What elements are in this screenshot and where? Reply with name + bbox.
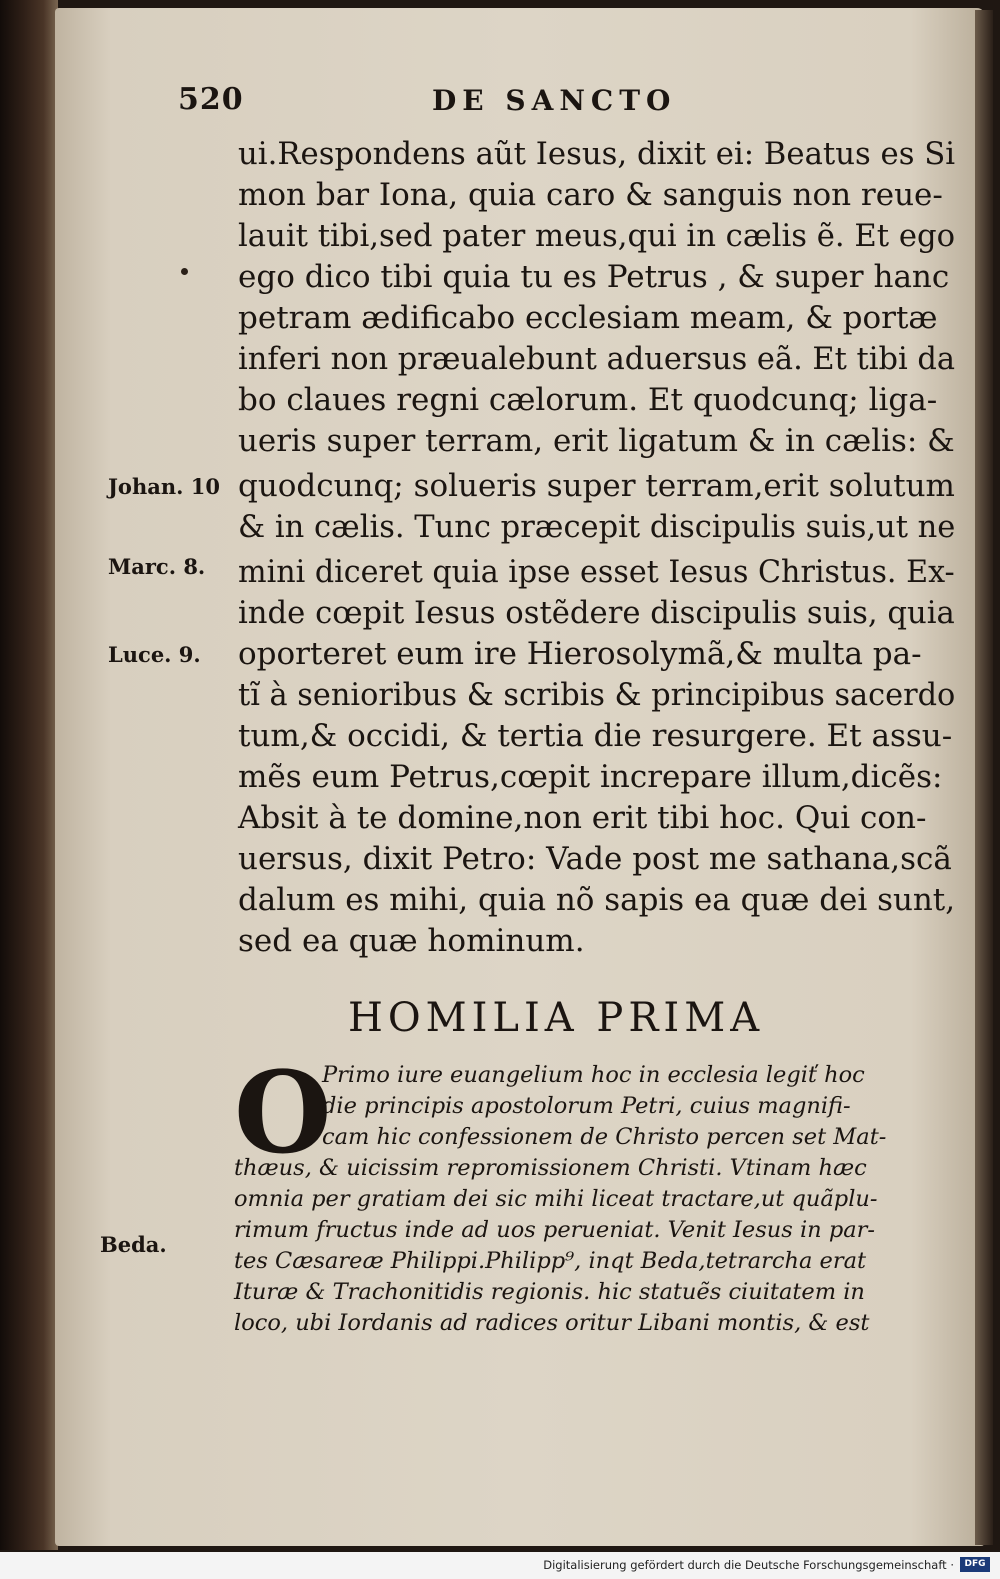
running-head: DE SANCTO <box>432 84 677 117</box>
text-line: Absit à te domine,non erit tibi hoc. Qui con- <box>238 800 927 836</box>
homily-line: omnia per gratiam dei sic mihi liceat tractare,ut quãplu- <box>234 1186 878 1212</box>
digitization-footer <box>0 1552 1000 1579</box>
page-edge <box>975 10 993 1545</box>
margin-note-beda: Beda. <box>100 1232 167 1257</box>
text-line: uersus, dixit Petro: Vade post me sathana,scã <box>238 841 952 877</box>
text-line: ego dico tibi quia tu es Petrus , & super hanc <box>238 259 950 295</box>
homily-line: loco, ubi Iordanis ad radices oritur Libani montis, & est <box>234 1310 870 1336</box>
text-line: tĩ à senioribus & scribis & principibus sacerdo <box>238 677 956 713</box>
homily-line: rimum fructus inde ad uos perueniat. Venit Iesus in par- <box>234 1217 875 1243</box>
text-line: dalum es mihi, quia nõ sapis ea quæ dei sunt, <box>238 882 956 918</box>
funding-credit: Digitalisierung gefördert durch die Deutsche Forschungsgemeinschaft · <box>543 1558 954 1572</box>
text-line: mini diceret quia ipse esset Iesus Christus. Ex- <box>238 554 955 590</box>
homily-line: Primo iure euangelium hoc in ecclesia legiť hoc <box>322 1062 865 1088</box>
margin-note-luce: Luce. 9. <box>108 642 201 667</box>
ink-dot <box>181 268 188 275</box>
margin-note-marc: Marc. 8. <box>108 554 206 579</box>
text-line: quodcunq; solueris super terram,erit solutum <box>238 468 955 504</box>
homily-heading: HOMILIA PRIMA <box>348 995 765 1041</box>
homily-line: tes Cæsareæ Philippi.Philipp⁹, inqt Beda,tetrarcha erat <box>234 1248 867 1274</box>
text-line: petram ædificabo ecclesiam meam, & portæ <box>238 300 938 336</box>
drop-cap: O <box>234 1048 332 1179</box>
text-line: & in cælis. Tunc præcepit discipulis suis,ut ne <box>238 509 956 545</box>
text-line: tum,& occidi, & tertia die resurgere. Et assu- <box>238 718 953 754</box>
text-line: lauit tibi,sed pater meus,qui in cælis ẽ. Et ego <box>238 218 956 254</box>
homily-line: thæus, & uicissim repromissionem Christi. Vtinam hæc <box>234 1155 867 1181</box>
text-line: mon bar Iona, quia caro & sanguis non reue- <box>238 177 943 213</box>
homily-line: die principis apostolorum Petri, cuius magnifi- <box>322 1093 851 1119</box>
dfg-logo: DFG <box>960 1557 990 1572</box>
text-line: inferi non præualebunt aduersus eã. Et tibi da <box>238 341 956 377</box>
homily-line: cam hic confessionem de Christo percen set Mat- <box>322 1124 887 1150</box>
book-spine <box>0 0 58 1550</box>
text-line: oporteret eum ire Hierosolymã,& multa pa- <box>238 636 922 672</box>
text-line: inde cœpit Iesus ostẽdere discipulis suis, quia <box>238 595 955 631</box>
text-line: ui.Respondens aũt Iesus, dixit ei: Beatus es Si <box>238 136 956 172</box>
text-line: mẽs eum Petrus,cœpit increpare illum,dicẽs: <box>238 759 943 795</box>
text-line: sed ea quæ hominum. <box>238 923 585 959</box>
margin-note-johan: Johan. 10 <box>108 474 220 499</box>
text-line: ueris super terram, erit ligatum & in cælis: & <box>238 423 955 459</box>
text-line: bo claues regni cælorum. Et quodcunq; liga- <box>238 382 938 418</box>
homily-line: Ituræ & Trachonitidis regionis. hic statuẽs ciuitatem in <box>234 1279 865 1305</box>
page-number: 520 <box>178 82 244 117</box>
